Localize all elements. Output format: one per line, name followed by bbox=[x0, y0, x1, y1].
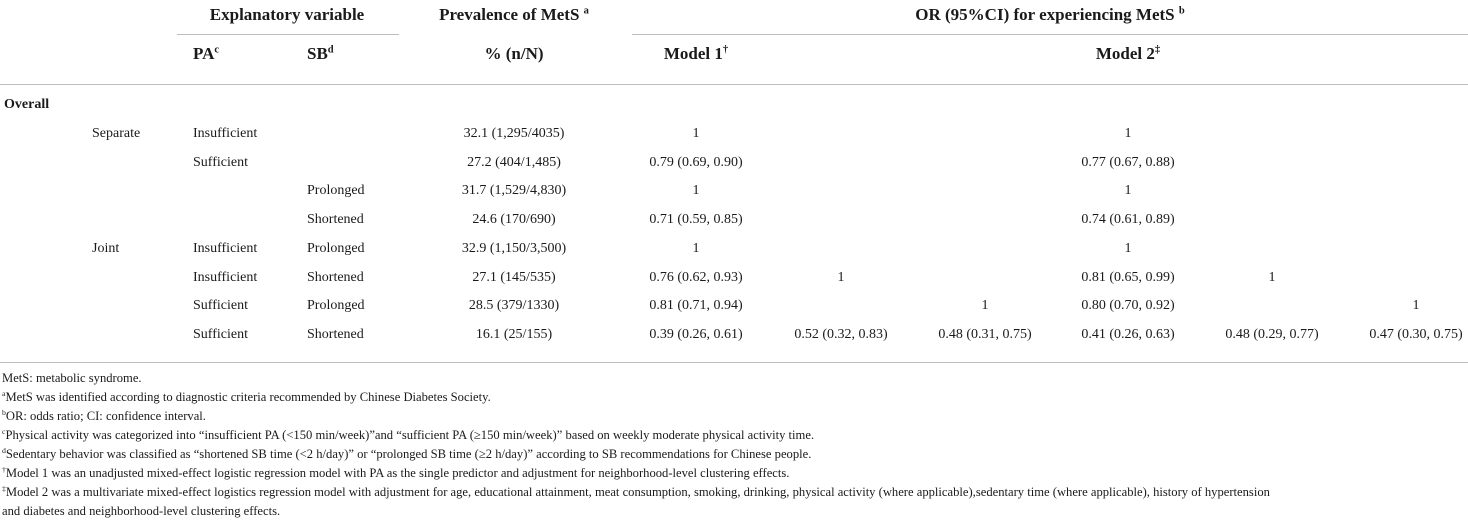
cell-prevalence: 32.9 (1,150/3,500) bbox=[461, 240, 567, 256]
cell-prevalence: 27.2 (404/1,485) bbox=[467, 154, 561, 170]
cell-model2-ref2: 1 bbox=[1268, 269, 1276, 285]
rule-or bbox=[632, 34, 1468, 35]
cell-prevalence: 24.6 (170/690) bbox=[472, 212, 556, 228]
cell-prevalence: 16.1 (25/155) bbox=[475, 326, 553, 342]
cell-model2-ref1: 0.41 (0.26, 0.63) bbox=[1081, 326, 1175, 342]
cell-model1-ref3: 1 bbox=[981, 298, 989, 314]
cell-prevalence: 27.1 (145/535) bbox=[472, 269, 556, 285]
cell-model2-ref2: 0.48 (0.29, 0.77) bbox=[1225, 326, 1319, 342]
cell-sb: Shortened bbox=[307, 269, 364, 285]
cell-pa: Sufficient bbox=[193, 326, 248, 342]
header-percent: % (n/N) bbox=[484, 44, 544, 63]
cell-model1-ref1: 0.71 (0.59, 0.85) bbox=[649, 212, 743, 228]
cell-model1-ref1: 0.76 (0.62, 0.93) bbox=[649, 269, 743, 285]
cell-sb: Shortened bbox=[307, 212, 364, 228]
rule-table-bottom bbox=[0, 362, 1468, 363]
cell-pa: Insufficient bbox=[193, 126, 258, 141]
footnote-b: $^b$OR: odds ratio; CI: confidence interval. bbox=[2, 407, 206, 423]
footnote-mets: MetS: metabolic syndrome. bbox=[2, 371, 142, 385]
header-explanatory-variable: Explanatory variable bbox=[209, 5, 365, 24]
cell-pa: Sufficient bbox=[193, 154, 248, 170]
cell-group: Separate bbox=[92, 126, 141, 141]
cell-model2-ref1: 1 bbox=[1124, 126, 1132, 141]
footnote-model1: †Model 1 was an unadjusted mixed-effect logistic regression model with PA as the single predictor and adjustment for neighborhood-level clustering effects. bbox=[2, 464, 790, 480]
cell-model2-ref1: 1 bbox=[1124, 183, 1132, 199]
cell-model2-ref1: 0.80 (0.70, 0.92) bbox=[1081, 298, 1175, 314]
header-prevalence: Prevalence of MetS $^a$ bbox=[439, 5, 589, 24]
cell-sb: Prolonged bbox=[307, 240, 365, 256]
cell-model1-ref1: 1 bbox=[692, 240, 700, 256]
footnote-model2: ‡Model 2 was a multivariate mixed-effect logistics regression model with adjustment for age, educational attainment, meat consumption, smoking, drinking, physical activity (where applicable),sedentary time (where applicable), history of hypertension bbox=[2, 483, 1270, 499]
header-sb: $SB^d$ bbox=[307, 44, 334, 63]
header-model1: Model 1† bbox=[663, 44, 729, 63]
cell-model1-ref1: 1 bbox=[692, 126, 700, 141]
footnote-d: $^d$Sedentary behavior was classified as “shortened SB time (<2 h/day)” or “prolonged SB time (≥2 h/day)” according to SB recommendations for Chinese people. bbox=[2, 445, 812, 461]
header-model2: Model 2‡ bbox=[1095, 44, 1161, 63]
cell-pa: Insufficient bbox=[193, 240, 258, 256]
rule-explanatory bbox=[177, 34, 399, 35]
cell-group: Joint bbox=[92, 240, 120, 256]
cell-model2-ref1: 0.74 (0.61, 0.89) bbox=[1081, 212, 1175, 228]
cell-model1-ref1: 0.79 (0.69, 0.90) bbox=[649, 154, 743, 170]
cell-model1-ref2: 1 bbox=[837, 269, 845, 285]
cell-model2-ref1: 1 bbox=[1124, 240, 1132, 256]
cell-model1-ref1: 0.39 (0.26, 0.61) bbox=[649, 326, 743, 342]
section-overall: Overall bbox=[4, 97, 50, 112]
cell-prevalence: 28.5 (379/1330) bbox=[468, 298, 560, 314]
cell-prevalence: 31.7 (1,529/4,830) bbox=[461, 183, 567, 199]
header-pa: $PA^c$ bbox=[193, 44, 220, 63]
footnotes bbox=[2, 369, 1464, 521]
cell-sb: Prolonged bbox=[307, 298, 365, 314]
cell-sb: Prolonged bbox=[307, 183, 365, 199]
cell-model2-ref3: 1 bbox=[1412, 298, 1420, 314]
cell-model2-ref3: 0.47 (0.30, 0.75) bbox=[1369, 326, 1463, 342]
cell-model1-ref1: 0.81 (0.71, 0.94) bbox=[649, 298, 743, 314]
cell-pa: Insufficient bbox=[193, 269, 258, 285]
cell-prevalence: 32.1 (1,295/4035) bbox=[463, 126, 565, 141]
cell-sb: Shortened bbox=[307, 326, 364, 342]
cell-model2-ref1: 0.81 (0.65, 0.99) bbox=[1081, 269, 1175, 285]
footnote-a: $^a$MetS was identified according to diagnostic criteria recommended by Chinese Diabetes Society. bbox=[2, 388, 491, 404]
cell-model2-ref1: 0.77 (0.67, 0.88) bbox=[1081, 154, 1175, 170]
cell-model1-ref2: 0.52 (0.32, 0.83) bbox=[794, 326, 888, 342]
header-or-title: OR (95%CI) for experiencing MetS $^b$ bbox=[915, 5, 1185, 24]
footnote-c: $^c$Physical activity was categorized into “insufficient PA (<150 min/week)”and “sufficient PA (≥150 min/week)” based on weekly moderate physical activity time. bbox=[2, 426, 815, 442]
cell-pa: Sufficient bbox=[193, 298, 248, 314]
rule-header-bottom bbox=[0, 84, 1468, 85]
footnote-model2-cont: and diabetes and neighborhood-level clustering effects. bbox=[2, 504, 281, 518]
cell-model1-ref1: 1 bbox=[692, 183, 700, 199]
cell-model1-ref3: 0.48 (0.31, 0.75) bbox=[938, 326, 1032, 342]
